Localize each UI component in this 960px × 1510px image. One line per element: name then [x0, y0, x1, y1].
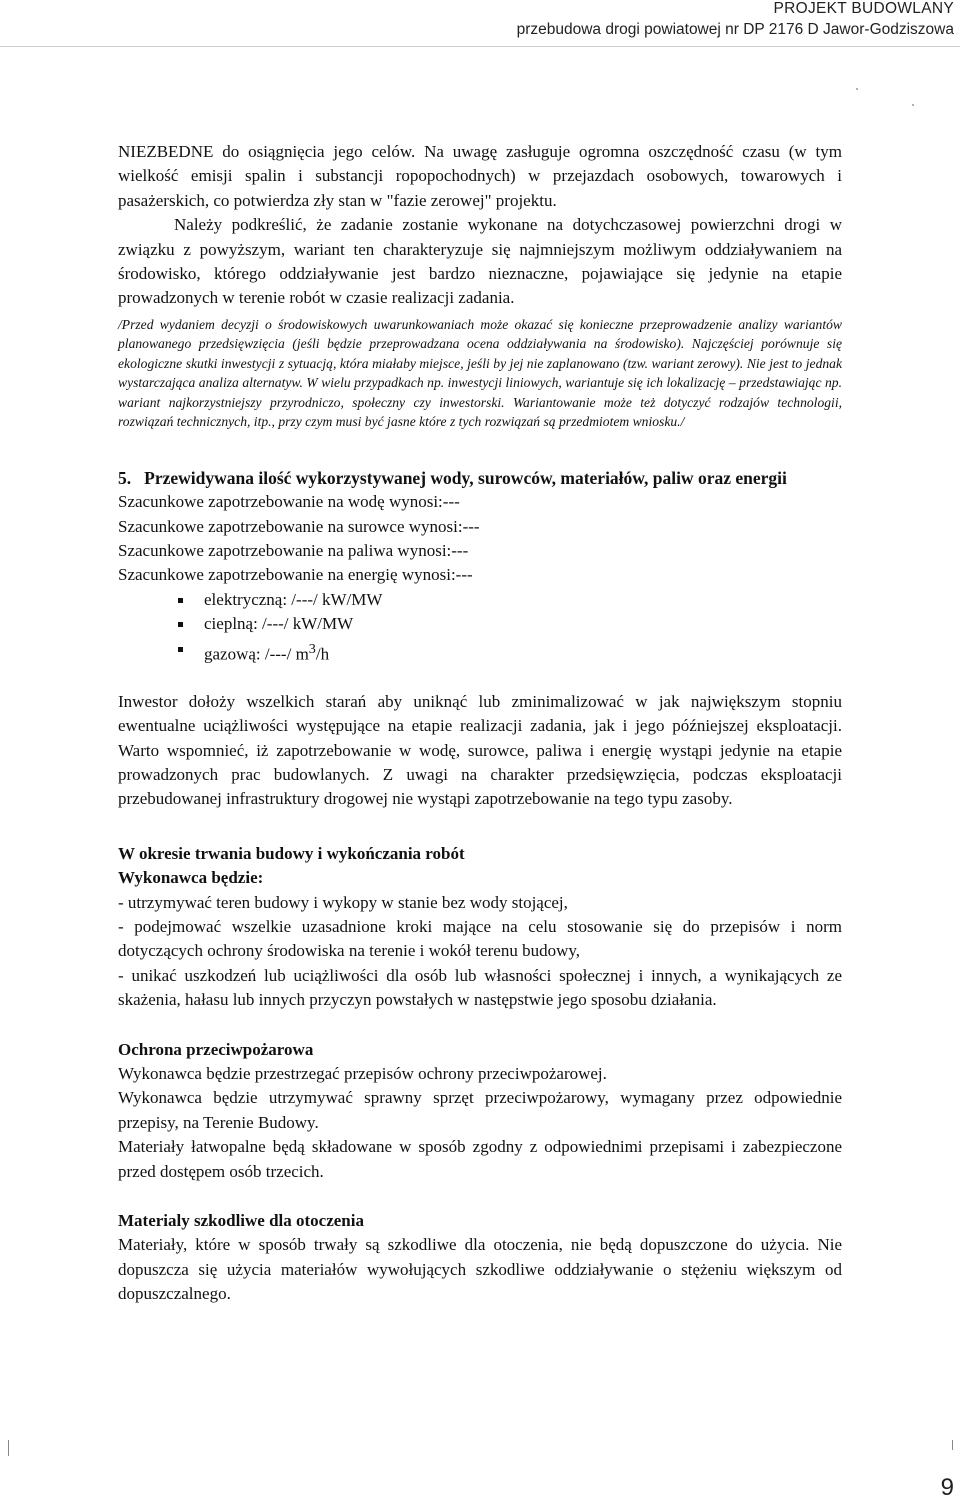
contractor-heading: Wykonawca będzie:	[118, 868, 264, 888]
paragraph-impact: Należy podkreślić, że zadanie zostanie wykonane na dotychczasowej powierzchni drogi w związku z powyższym, wariant ten charakteryzuje się najmniejszym możliwym oddziaływaniem na środowisko, którego oddziaływanie jest bardzo nieznaczne, pojawiające się jedynie na etapie prowadzonych w terenie robót w czasie realizacji zadania.	[118, 215, 842, 308]
list-item	[176, 612, 842, 636]
bullet-square-icon	[178, 647, 183, 652]
section-5-number: 5.	[118, 467, 132, 488]
demand-line-energy: Szacunkowe zapotrzebowanie na energię wynosi:---	[118, 565, 473, 585]
fire-paragraph: Wykonawca będzie utrzymywać sprawny sprzęt przeciwpożarowy, wymagany przez odpowiednie przepisy, na Terenie Budowy.	[118, 1088, 842, 1132]
energy-list	[118, 588, 842, 667]
energy-gas-exponent: 3	[308, 640, 316, 657]
bullet-square-icon	[178, 598, 183, 603]
bullet-square-icon	[178, 622, 183, 627]
scan-margin-mark	[8, 1440, 9, 1456]
energy-gas-suffix: /h	[315, 644, 330, 664]
duty-item: - unikać uszkodzeń lub uciążliwości dla osób lub własności społecznej i innych, a wynikających ze skażenia, hałasu lub innych przyczyn powstałych w następstwie jego sposobu działania.	[118, 965, 842, 1010]
harmful-paragraph: Materiały, które w sposób trwały są szkodliwe dla otoczenia, nie będą dopuszczone do użycia. Nie dopuszcza się użycia materiałów wywołujących szkodliwe oddziaływanie o stężeniu większym od dopuszczalnego.	[118, 1235, 842, 1304]
list-item	[176, 588, 842, 612]
duty-item: - podejmować wszelkie uzasadnione kroki mające na celu stosowanie się do przepisów i norm dotyczących ochrony środowiska na terenie i wokół terenu budowy,	[118, 917, 842, 961]
page-number: 9	[940, 1474, 954, 1501]
investor-paragraph: Inwestor dołoży wszelkich starań aby uniknąć lub zminimalizować w jak największym stopniu ewentualne uciążliwości występujące na etapie realizacji zadania, jak i jego późniejszej eksploatacji. Warto wspomnieć, iż zapotrzebowanie w wodę, surowce, paliwa i energię wystąpi jedynie na etapie prowadzonych prac budowlanych. Z uwagi na charakter przedsięwzięcia, podczas eksploatacji przebudowanej infrastruktury drogowej nie wystąpi zapotrzebowanie na tego typu zasoby.	[118, 691, 842, 809]
header-divider	[0, 46, 960, 47]
document-header-subtitle: przebudowa drogi powiatowej nr DP 2176 D Jawor-Godziszowa	[516, 21, 954, 38]
section-5-title: Przewidywana ilość wykorzystywanej wody, surowców, materiałów, paliw oraz energii	[144, 467, 787, 488]
construction-heading: W okresie trwania budowy i wykończania robót	[118, 843, 465, 863]
paragraph-continuation: NIEZBEDNE do osiągnięcia jego celów. Na uwagę zasługuje ogromna oszczędność czasu (w tym wielkość emisji spalin i substancji ropopochodnych) w przejazdach osobowych, towarowych i pasażerskich, co potwierdza zły stan w "fazie zerowej" projektu.	[118, 142, 842, 210]
demand-line-fuel: Szacunkowe zapotrzebowanie na paliwa wynosi:---	[118, 541, 469, 561]
energy-electric: elektryczną: /---/ kW/MW	[204, 589, 383, 609]
harmful-heading: Materialy szkodliwe dla otoczenia	[118, 1211, 364, 1231]
list-item	[176, 637, 842, 667]
demand-line-materials: Szacunkowe zapotrzebowanie na surowce wynosi:---	[118, 516, 480, 536]
duty-item: - utrzymywać teren budowy i wykopy w stanie bez wody stojącej,	[118, 892, 568, 912]
scan-speck	[912, 104, 914, 106]
section-5-heading	[118, 466, 842, 490]
energy-gas-prefix: gazową: /---/ m	[204, 644, 309, 664]
fire-paragraph: Materiały łatwopalne będą składowane w sposób zgodny z odpowiednimi przepisami i zabezpieczone przed dostępem osób trzecich.	[118, 1137, 842, 1181]
document-header-title: PROJEKT BUDOWLANY	[773, 0, 954, 17]
fire-heading: Ochrona przeciwpożarowa	[118, 1039, 314, 1059]
demand-line-water: Szacunkowe zapotrzebowanie na wodę wynosi:---	[118, 492, 460, 512]
scan-margin-mark	[952, 1440, 953, 1450]
italic-note: /Przed wydaniem decyzji o środowiskowych uwarunkowaniach może okazać się konieczne przeprowadzenie analizy wariantów planowanego przedsięwzięcia (jeśli będzie przeprowadzana ocena oddziaływania na środowisko). Najczęściej porównuje się ekologiczne skutki inwestycji z sytuacją, która miałaby miejsce, jeśli by jej nie zaplanowano (tzw. wariant zerowy). Nie jest to jednak wystarczająca analiza alternatyw. W wielu przypadkach np. inwestycji liniowych, wariantuje się ich lokalizację – przedstawiając np. wariant najkorzystniejszy przyrodniczo, społeczny czy inwestorski. Wariantowanie może też dotyczyć rodzajów technologii, rozwiązań technicznych, itp., przy czym musi być jasne które z tych rozwiązań są przedmiotem wniosku./	[118, 316, 842, 430]
page-body	[118, 140, 842, 1307]
scan-speck	[856, 88, 858, 90]
energy-thermal: cieplną: /---/ kW/MW	[204, 614, 354, 634]
fire-paragraph: Wykonawca będzie przestrzegać przepisów ochrony przeciwpożarowej.	[118, 1064, 607, 1084]
